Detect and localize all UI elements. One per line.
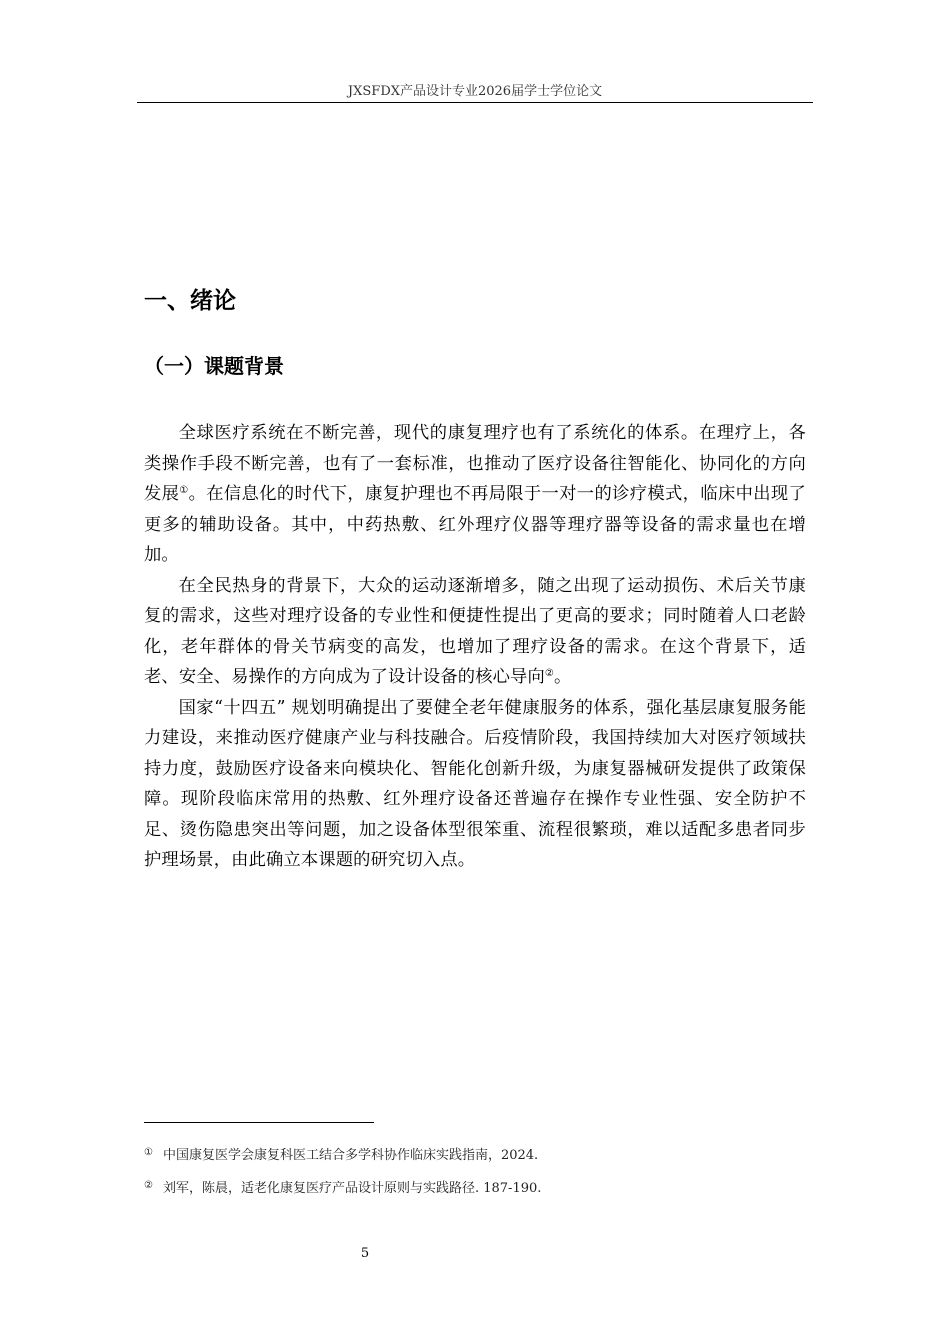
body-text [144,418,806,876]
running-header: JXSFDX产品设计专业2026届学士学位论文 [347,84,603,99]
footnote-1-mark: ① [144,1147,153,1158]
paragraph-2-text-a: 在全民热身的背景下，大众的运动逐渐增多，随之出现了运动损伤、术后关节康复的需求，这些对理疗设备的专业性和便捷性提出了更高的要求；同时随着人口老龄化，老年群体的骨关节病变的高发，也增加了理疗设备的需求。在这个背景下，适老、安全、易操作的方向成为了设计设备的核心导向 [144,575,806,687]
page-number: 5 [360,1246,370,1261]
paragraph-1-text-a: 全球医疗系统在不断完善，现代的康复理疗也有了系统化的体系。在理疗上，各类操作手段不断完善，也有了一套标准，也推动了医疗设备往智能化、协同化的方向发展 [144,423,806,504]
paragraph-2 [144,571,806,693]
chapter-title: 一、绪论 [144,288,236,314]
footnote-ref-1[interactable]: ① [179,485,189,496]
section-title: （一）课题背景 [144,354,284,378]
footnote-2-mark: ② [144,1180,153,1191]
footnote-separator [144,1122,374,1123]
paragraph-1 [144,418,806,571]
footnote-1 [144,1144,538,1163]
footnote-1-text: 中国康复医学会康复科医工结合多学科协作临床实践指南，2024. [162,1148,539,1163]
paragraph-2-text-b: 。 [554,667,572,687]
footnote-2-text: 刘军，陈晨，适老化康复医疗产品设计原则与实践路径. 187-190. [162,1181,542,1196]
paragraph-3: 国家“十四五” 规划明确提出了要健全老年健康服务的体系，强化基层康复服务能力建设，来推动医疗健康产业与科技融合。后疫情阶段，我国持续加大对医疗领域扶持力度，鼓励医疗设备来向模块化、智能化创新升级，为康复器械研发提供了政策保障。现阶段临床常用的热敷、红外理疗设备还普遍存在操作专业性强、安全防护不足、烫伤隐患突出等问题，加之设备体型很笨重、流程很繁琐，难以适配多患者同步护理场景，由此确立本课题的研究切入点。 [144,697,806,870]
header-rule [137,102,813,103]
footnote-ref-2[interactable]: ② [544,668,555,679]
footnote-2 [144,1177,541,1196]
paragraph-1-text-b: 。在信息化的时代下，康复护理也不再局限于一对一的诊疗模式，临床中出现了更多的辅助设备。其中，中药热敷、红外理疗仪器等理疗器等设备的需求量也在增加。 [144,484,806,565]
